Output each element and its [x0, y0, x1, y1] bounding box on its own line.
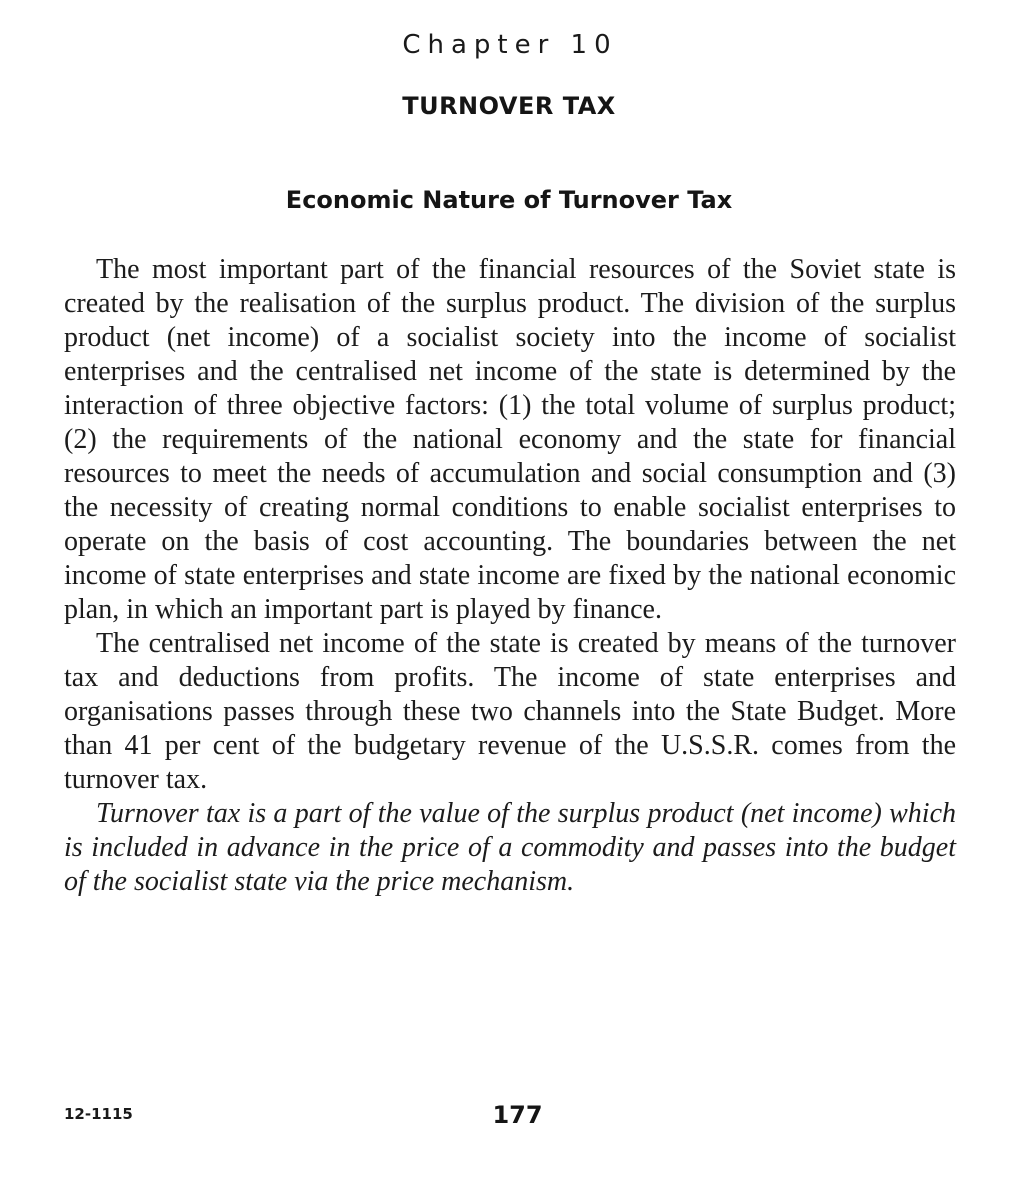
paragraph-turnover-tax-definition: Turnover tax is a part of the value of the surplus product (net income) which is included in advance in the price of a commodity and passes into the budget of the socialist state via the price mechanism. [64, 798, 956, 897]
signature-code: 12-1115 [64, 1105, 133, 1123]
page-number: 177 [492, 1101, 543, 1129]
paragraph-surplus-product: The most important part of the financial resources of the Soviet state is created by the realisation of the surplus product. The division of the surplus product (net income) of a socialist society into the income of socialist enterprises and the centralised net income of the state is determined by the interaction of three objective factors: (1) the total volume of surplus product; (2) the requirements of the national economy and the state for financial resources to meet the needs of accumulation and social consumption and (3) the necessity of creating normal conditions to enable socialist enterprises to operate on the basis of cost accounting. The boundaries between the net income of state enterprises and state income are fixed by the national economic plan, in which an important part is played by finance. [64, 254, 956, 625]
chapter-title: TURNOVER TAX [402, 92, 616, 120]
chapter-label: Chapter 10 [402, 30, 618, 60]
section-heading: Economic Nature of Turnover Tax [285, 186, 733, 214]
paragraph-centralised-income: The centralised net income of the state is created by means of the turnover tax and deductions from profits. The income of state enterprises and organisations passes through these two channels into the State Budget. More than 41 per cent of the budgetary revenue of the U.S.S.R. comes from the turnover tax. [64, 628, 956, 795]
body-text [64, 253, 956, 899]
